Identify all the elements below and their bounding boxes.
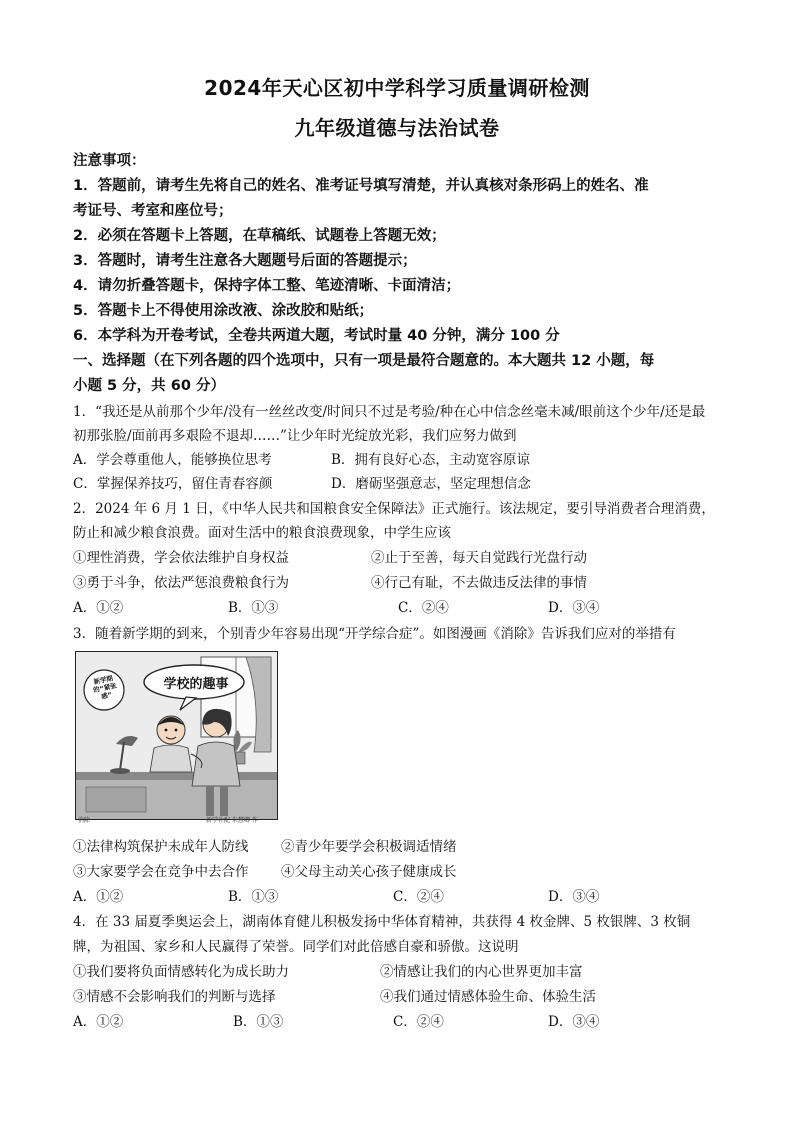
question-4-statement: ①我们要将负面情感转化为成长助力 xyxy=(73,964,289,980)
question-3-option-b: B．①③ xyxy=(228,889,279,905)
exam-title: 2024年天心区初中学科学习质量调研检测 xyxy=(204,76,590,100)
question-4-stem: 4．在 33 届夏季奥运会上，湖南体育健儿积极发扬中华体育精神，共获得 4 枚金牌、5 枚银牌、3 枚铜 xyxy=(73,914,691,930)
comic-badge-text: 新学期的“紧张感” xyxy=(92,674,118,701)
question-2-stem: 防止和减少粮食浪费。面对生活中的粮食浪费现象，中学生应该 xyxy=(73,525,451,541)
notes-heading: 注意事项： xyxy=(73,153,146,169)
comic-caption-credit: 新学社配 朱慧卿 作 xyxy=(206,817,258,824)
question-3-statement: ③大家要学会在竞争中去合作 xyxy=(73,864,249,880)
question-1-option-d: D．磨砺坚强意志，坚定理想信念 xyxy=(331,476,531,492)
question-2-statement: ②止于至善，每天自觉践行光盘行动 xyxy=(371,550,587,566)
note-line: 考证号、考室和座位号； xyxy=(73,203,233,219)
question-2-statement: ①理性消费，学会依法维护自身权益 xyxy=(73,550,289,566)
section-heading: 小题 5 分，共 60 分） xyxy=(73,378,225,394)
question-2-stem: 2．2024 年 6 月 1 日，《中华人民共和国粮食安全保障法》正式施行。该法规定，要引导消费者合理消费， xyxy=(73,501,715,517)
question-1-option-b: B．拥有良好心态，主动宽容原谅 xyxy=(331,452,530,468)
question-4-option-b: B．①③ xyxy=(233,1014,284,1030)
exam-subtitle: 九年级道德与法治试卷 xyxy=(294,116,500,140)
question-2-option-b: B．①③ xyxy=(228,600,279,616)
section-heading: 一、选择题（在下列各题的四个选项中，只有一项是最符合题意的。本大题共 12 小题，每 xyxy=(73,353,655,369)
question-2-option-d: D．③④ xyxy=(548,600,600,616)
question-2-statement: ③勇于斗争，依法严惩浪费粮食行为 xyxy=(73,575,289,591)
question-3-option-a: A．①② xyxy=(73,889,124,905)
question-3-statement: ②青少年要学会积极调适情绪 xyxy=(281,839,457,855)
question-4-option-d: D．③④ xyxy=(548,1014,600,1030)
comic-caption-title: 消除 xyxy=(78,817,91,824)
note-line: 4．请勿折叠答题卡，保持字体工整、笔迹清晰、卡面清洁； xyxy=(73,278,461,294)
note-line: 2．必须在答题卡上答题，在草稿纸、试题卷上答题无效； xyxy=(73,228,446,244)
question-3-stem: 3．随着新学期的到来，个别青少年容易出现“开学综合症”。如图漫画《消除》告诉我们应对的举措有 xyxy=(73,626,676,642)
question-2-option-c: C．②④ xyxy=(398,600,449,616)
note-line: 3．答题时，请考生注意各大题题号后面的答题提示； xyxy=(73,253,417,269)
question-3-option-d: D．③④ xyxy=(548,889,600,905)
question-1-option-c: C．掌握保养技巧，留住青春容颜 xyxy=(73,476,273,492)
question-1-stem: 1．“我还是从前那个少年/没有一丝丝改变/时间只不过是考验/种在心中信念丝毫未减/眼前这个少年/还是最 xyxy=(73,404,706,420)
note-line: 1．答题前，请考生先将自己的姓名、准考证号填写清楚，并认真核对条形码上的姓名、准 xyxy=(73,178,649,194)
question-1-stem: 初那张脸/面前再多艰险不退却……”让少年时光绽放光彩，我们应努力做到 xyxy=(73,428,517,444)
question-4-stem: 牌，为祖国、家乡和人民赢得了荣誉。同学们对此倍感自豪和骄傲。这说明 xyxy=(73,939,519,955)
question-3-statement: ④父母主动关心孩子健康成长 xyxy=(281,864,457,880)
question-1-option-a: A．学会尊重他人，能够换位思考 xyxy=(73,452,272,468)
question-2-statement: ④行己有耻，不去做违反法律的事情 xyxy=(371,575,587,591)
note-line: 6．本学科为开卷考试，全卷共两道大题，考试时量 40 分钟，满分 100 分 xyxy=(73,328,560,344)
question-2-option-a: A．①② xyxy=(73,600,124,616)
question-4-statement: ④我们通过情感体验生命、体验生活 xyxy=(380,989,596,1005)
question-4-option-a: A．①② xyxy=(73,1014,124,1030)
note-line: 5．答题卡上不得使用涂改液、涂改胶和贴纸； xyxy=(73,303,374,319)
comic-bubble-text: 学校的趣事 xyxy=(163,677,229,692)
question-4-statement: ③情感不会影响我们的判断与选择 xyxy=(73,989,276,1005)
question-4-statement: ②情感让我们的内心世界更加丰富 xyxy=(380,964,583,980)
question-3-statement: ①法律构筑保护未成年人防线 xyxy=(73,839,249,855)
question-4-option-c: C．②④ xyxy=(393,1014,444,1030)
question-3-option-c: C．②④ xyxy=(393,889,444,905)
comic-illustration xyxy=(75,651,278,820)
